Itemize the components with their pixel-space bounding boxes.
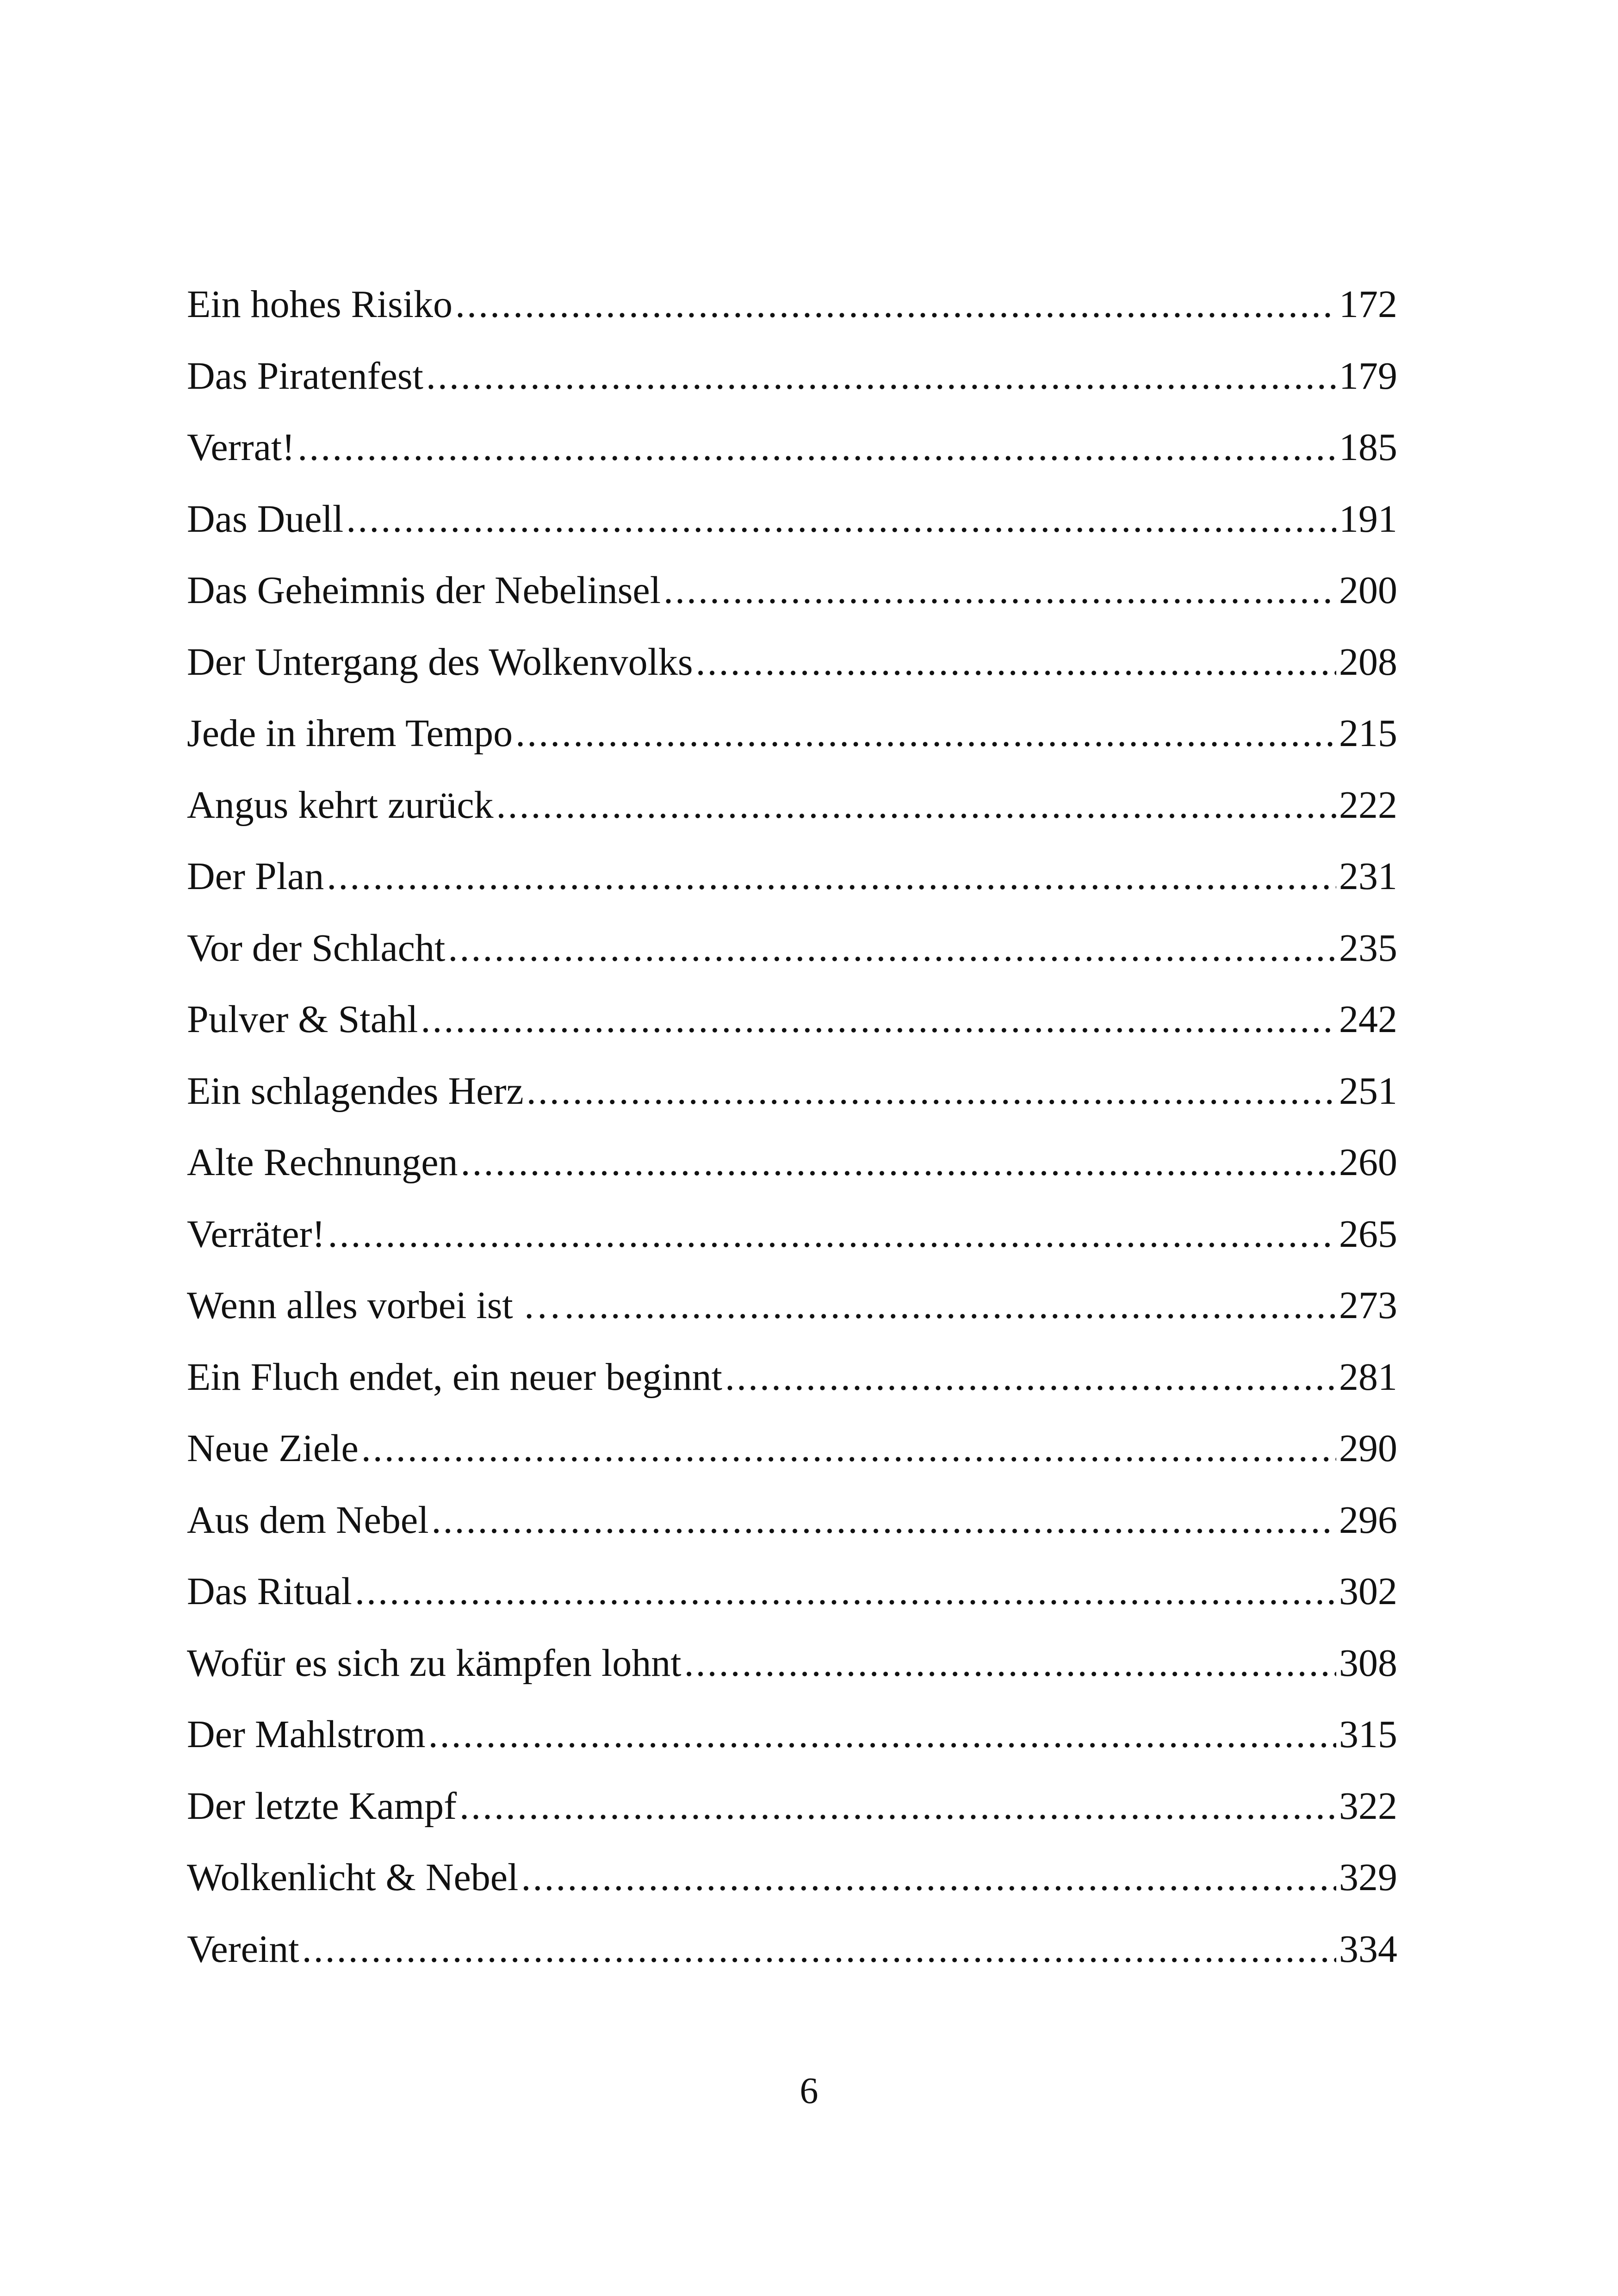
chapter-title: Das Ritual: [187, 1570, 352, 1613]
chapter-page-number: 296: [1339, 1498, 1397, 1542]
dot-leader: [361, 1421, 1336, 1476]
toc-entry: [187, 635, 1397, 706]
chapter-page-number: 273: [1339, 1284, 1397, 1327]
toc-entry: [187, 706, 1397, 778]
dot-leader: [459, 1779, 1336, 1834]
toc-entry: [187, 1779, 1397, 1850]
dot-leader: [302, 1922, 1336, 1977]
chapter-page-number: 290: [1339, 1427, 1397, 1470]
chapter-page-number: 329: [1339, 1856, 1397, 1899]
chapter-page-number: 200: [1339, 569, 1397, 612]
chapter-title: Neue Ziele: [187, 1427, 359, 1470]
dot-leader: [696, 635, 1336, 690]
chapter-page-number: 265: [1339, 1212, 1397, 1256]
chapter-title: Angus kehrt zurück: [187, 783, 494, 827]
chapter-title: Vereint: [187, 1927, 299, 1971]
chapter-page-number: 334: [1339, 1927, 1397, 1971]
dot-leader: [564, 1278, 1336, 1333]
dot-leader: [461, 1135, 1337, 1190]
toc-entry: [187, 492, 1397, 563]
dot-leader: [426, 348, 1336, 404]
dot-leader: [346, 492, 1336, 547]
dot-leader: [428, 1707, 1336, 1762]
dot-leader: [421, 992, 1336, 1047]
toc-entry: [187, 1278, 1397, 1350]
toc-entry: [187, 1636, 1397, 1707]
dot-leader: [515, 706, 1336, 761]
chapter-title: Der letzte Kampf: [187, 1784, 457, 1828]
toc-entry: [187, 1850, 1397, 1922]
dot-leader: [328, 1207, 1336, 1262]
chapter-page-number: 260: [1339, 1141, 1397, 1184]
chapter-page-number: 231: [1339, 855, 1397, 898]
dot-leader: [432, 1493, 1336, 1548]
dot-leader: [355, 1564, 1336, 1619]
toc-entry: [187, 1421, 1397, 1493]
chapter-title: Wolkenlicht & Nebel: [187, 1856, 519, 1899]
toc-entry: [187, 1922, 1397, 1993]
chapter-page-number: 208: [1339, 640, 1397, 684]
chapter-page-number: 185: [1339, 426, 1397, 469]
toc-entry: [187, 277, 1397, 348]
chapter-title: Der Untergang des Wolkenvolks: [187, 640, 693, 684]
dot-leader: [496, 778, 1336, 833]
dot-leader: [298, 420, 1336, 475]
toc-entry: [187, 420, 1397, 492]
toc-entry: [187, 1350, 1397, 1421]
chapter-title: Ein hohes Risiko: [187, 283, 453, 326]
toc-entry: [187, 348, 1397, 420]
chapter-page-number: 179: [1339, 354, 1397, 398]
dot-leader: [521, 1850, 1336, 1905]
chapter-page-number: 281: [1339, 1355, 1397, 1399]
toc-entry: [187, 921, 1397, 992]
chapter-title: Verräter!: [187, 1212, 325, 1256]
toc-entry: [187, 778, 1397, 849]
toc-entry: [187, 563, 1397, 635]
dot-leader: [455, 277, 1336, 332]
chapter-page-number: 308: [1339, 1641, 1397, 1685]
table-of-contents: [187, 277, 1397, 1993]
chapter-title: Ein Fluch endet, ein neuer beginnt: [187, 1355, 723, 1399]
chapter-title: Verrat!: [187, 426, 295, 469]
chapter-page-number: 302: [1339, 1570, 1397, 1613]
toc-entry: [187, 1564, 1397, 1636]
dot-leader: [684, 1636, 1336, 1691]
toc-entry: [187, 1135, 1397, 1207]
chapter-page-number: 172: [1339, 283, 1397, 326]
chapter-title: Der Plan: [187, 855, 324, 898]
chapter-title: Jede in ihrem Tempo: [187, 712, 513, 755]
toc-entry: [187, 992, 1397, 1064]
chapter-title: Der Mahlstrom: [187, 1713, 426, 1756]
chapter-page-number: 215: [1339, 712, 1397, 755]
chapter-title: Ein schlagendes Herz: [187, 1069, 524, 1113]
chapter-title: Alte Rechnungen: [187, 1141, 458, 1184]
chapter-title: Aus dem Nebel: [187, 1498, 429, 1542]
chapter-title: Vor der Schlacht: [187, 926, 446, 970]
chapter-page-number: 251: [1339, 1069, 1397, 1113]
chapter-title: Das Duell: [187, 497, 344, 541]
dot-leader: [327, 849, 1336, 904]
chapter-page-number: 235: [1339, 926, 1397, 970]
toc-entry: [187, 849, 1397, 921]
toc-entry: [187, 1064, 1397, 1135]
chapter-page-number: 242: [1339, 998, 1397, 1041]
dot-leader: [527, 1064, 1336, 1119]
chapter-page-number: 222: [1339, 783, 1397, 827]
chapter-page-number: 322: [1339, 1784, 1397, 1828]
chapter-title: Das Piratenfest: [187, 354, 423, 398]
chapter-page-number: 315: [1339, 1713, 1397, 1756]
chapter-page-number: 191: [1339, 497, 1397, 541]
toc-entry: [187, 1207, 1397, 1278]
dot-leader: [663, 563, 1336, 618]
chapter-title: Wenn alles vorbei ist …: [187, 1284, 562, 1327]
chapter-title: Das Geheimnis der Nebelinsel: [187, 569, 661, 612]
toc-entry: [187, 1707, 1397, 1779]
dot-leader: [448, 921, 1336, 976]
dot-leader: [725, 1350, 1336, 1405]
chapter-title: Wofür es sich zu kämpfen lohnt: [187, 1641, 682, 1685]
chapter-title: Pulver & Stahl: [187, 998, 418, 1041]
page-number: 6: [800, 2071, 818, 2111]
toc-entry: [187, 1493, 1397, 1564]
